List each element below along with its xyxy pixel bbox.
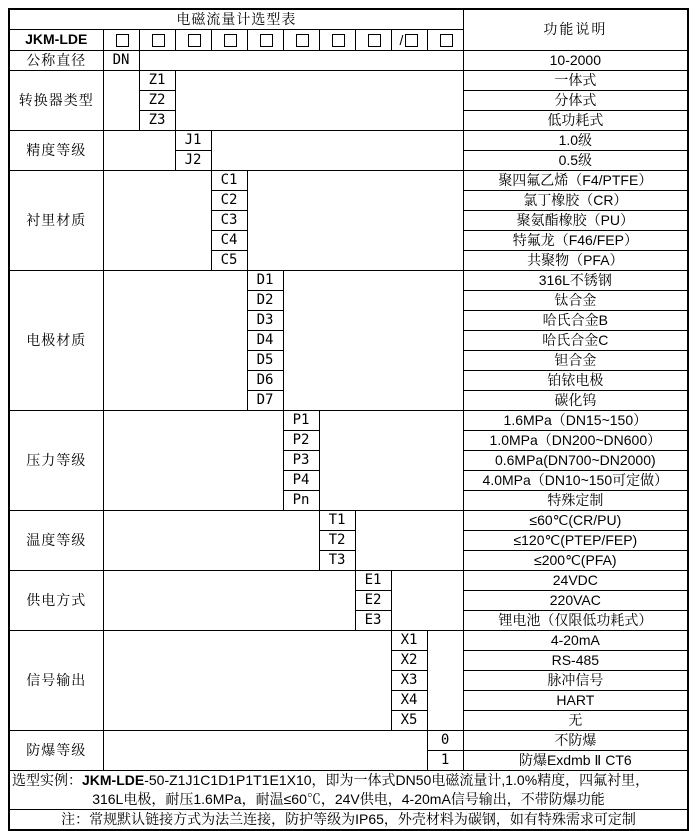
example-text-1: -50-Z1J1C1D1P1T1E1X10，即为一体式DN50电磁流量计,1.0%精度，四氟衬里， bbox=[144, 771, 650, 788]
description-cell: 不防爆 bbox=[463, 730, 688, 750]
code-cell: T1 bbox=[319, 510, 355, 530]
model-code-slot-liner-material[interactable] bbox=[211, 30, 247, 51]
option-row bbox=[9, 130, 688, 150]
code-cell: J2 bbox=[175, 150, 211, 170]
code-cell: T3 bbox=[319, 550, 355, 570]
spacer-cell bbox=[319, 410, 463, 510]
code-cell: X2 bbox=[391, 650, 427, 670]
checkbox-icon[interactable] bbox=[332, 34, 345, 47]
code-cell: D3 bbox=[247, 310, 283, 330]
description-cell: 220VAC bbox=[463, 590, 688, 610]
description-cell: 钛合金 bbox=[463, 290, 688, 310]
code-cell: C1 bbox=[211, 170, 247, 190]
description-cell: 一体式 bbox=[463, 70, 688, 90]
spacer-cell bbox=[103, 70, 139, 130]
function-description-header: 功能说明 bbox=[463, 9, 688, 50]
checkbox-icon[interactable] bbox=[368, 34, 381, 47]
option-row bbox=[9, 270, 688, 290]
spacer-cell bbox=[139, 50, 463, 70]
category-liner-material: 衬里材质 bbox=[9, 170, 103, 270]
description-cell: 316L不锈钢 bbox=[463, 270, 688, 290]
checkbox-icon[interactable] bbox=[440, 34, 453, 47]
description-cell: 碳化钨 bbox=[463, 390, 688, 410]
option-row bbox=[9, 170, 688, 190]
code-cell: J1 bbox=[175, 130, 211, 150]
checkbox-icon[interactable] bbox=[224, 34, 237, 47]
code-cell: C2 bbox=[211, 190, 247, 210]
code-cell: X4 bbox=[391, 690, 427, 710]
model-code-slot-pressure-rating[interactable] bbox=[283, 30, 319, 51]
description-cell: 分体式 bbox=[463, 90, 688, 110]
code-cell: X3 bbox=[391, 670, 427, 690]
spacer-cell bbox=[103, 130, 175, 170]
checkbox-icon[interactable] bbox=[296, 34, 309, 47]
description-cell: 1.6MPa（DN15~150） bbox=[463, 410, 688, 430]
model-code-slot-temperature-rating[interactable] bbox=[319, 30, 355, 51]
spacer-cell bbox=[391, 570, 463, 630]
code-cell: X5 bbox=[391, 710, 427, 730]
model-code-slot-converter-type[interactable] bbox=[139, 30, 175, 51]
code-cell: Pn bbox=[283, 490, 319, 510]
checkbox-icon[interactable] bbox=[152, 34, 165, 47]
spacer-cell bbox=[103, 730, 427, 770]
table-title: 电磁流量计选型表 bbox=[9, 9, 463, 30]
description-cell: ≤200℃(PFA) bbox=[463, 550, 688, 570]
description-cell: 4.0MPa（DN10~150可定做） bbox=[463, 470, 688, 490]
model-code-slot-signal-output[interactable] bbox=[391, 30, 427, 51]
example-label: 选型实例： bbox=[12, 771, 82, 788]
description-cell: ≤60℃(CR/PU) bbox=[463, 510, 688, 530]
spacer-cell bbox=[247, 170, 463, 270]
description-cell: 0.6MPa(DN700~DN2000) bbox=[463, 450, 688, 470]
description-cell: 4-20mA bbox=[463, 630, 688, 650]
model-code-slot-accuracy-class[interactable] bbox=[175, 30, 211, 51]
spacer-cell bbox=[211, 130, 463, 170]
code-cell: P1 bbox=[283, 410, 319, 430]
category-converter-type: 转换器类型 bbox=[9, 70, 103, 130]
code-cell: D1 bbox=[247, 270, 283, 290]
spacer-cell bbox=[103, 630, 391, 730]
description-cell: 低功耗式 bbox=[463, 110, 688, 130]
checkbox-icon[interactable] bbox=[405, 34, 418, 47]
option-row bbox=[9, 630, 688, 650]
model-code-slot-nominal-diameter[interactable] bbox=[103, 30, 139, 51]
description-cell: 无 bbox=[463, 710, 688, 730]
description-cell: 防爆Exdmb Ⅱ CT6 bbox=[463, 750, 688, 770]
example-model-code: JKM-LDE bbox=[82, 771, 145, 788]
spacer-cell bbox=[103, 570, 355, 630]
model-code-slot-electrode-material[interactable] bbox=[247, 30, 283, 51]
category-explosion-proof: 防爆等级 bbox=[9, 730, 103, 770]
code-cell: D6 bbox=[247, 370, 283, 390]
code-cell: P3 bbox=[283, 450, 319, 470]
code-cell: DN bbox=[103, 50, 139, 70]
model-code-slot-explosion-proof[interactable] bbox=[427, 30, 463, 51]
code-cell: X1 bbox=[391, 630, 427, 650]
description-cell: 聚四氟乙烯（F4/PTFE） bbox=[463, 170, 688, 190]
option-row bbox=[9, 570, 688, 590]
description-cell: HART bbox=[463, 690, 688, 710]
model-prefix: JKM-LDE bbox=[9, 30, 103, 51]
description-cell: 铂铱电极 bbox=[463, 370, 688, 390]
code-cell: Z2 bbox=[139, 90, 175, 110]
option-row bbox=[9, 730, 688, 750]
code-cell: D5 bbox=[247, 350, 283, 370]
slash-separator: / bbox=[399, 31, 404, 48]
code-cell: P4 bbox=[283, 470, 319, 490]
spacer-cell bbox=[283, 270, 463, 410]
model-code-slot-power-supply[interactable] bbox=[355, 30, 391, 51]
example-line-2: 316L电极，耐压1.6MPa，耐温≤60℃，24V供电，4-20mA信号输出，不带防爆功能 bbox=[92, 790, 605, 807]
code-cell: Z1 bbox=[139, 70, 175, 90]
code-cell: 1 bbox=[427, 750, 463, 770]
description-cell: 1.0MPa（DN200~DN600） bbox=[463, 430, 688, 450]
note-text: 注：常规默认链接方式为法兰连接，防护等级为IP65，外壳材料为碳钢，如有特殊需求可定制 bbox=[9, 809, 688, 830]
description-cell: 1.0级 bbox=[463, 130, 688, 150]
option-row bbox=[9, 410, 688, 430]
code-cell: C5 bbox=[211, 250, 247, 270]
description-cell: 哈氏合金B bbox=[463, 310, 688, 330]
checkbox-icon[interactable] bbox=[260, 34, 273, 47]
category-temperature-rating: 温度等级 bbox=[9, 510, 103, 570]
code-cell: E2 bbox=[355, 590, 391, 610]
option-row bbox=[9, 70, 688, 90]
description-cell: 钽合金 bbox=[463, 350, 688, 370]
description-cell: 10-2000 bbox=[463, 50, 688, 70]
code-cell: E3 bbox=[355, 610, 391, 630]
checkbox-icon[interactable] bbox=[116, 34, 129, 47]
category-power-supply: 供电方式 bbox=[9, 570, 103, 630]
code-cell: C4 bbox=[211, 230, 247, 250]
selection-table bbox=[8, 8, 689, 831]
code-cell: D4 bbox=[247, 330, 283, 350]
code-cell: D2 bbox=[247, 290, 283, 310]
category-electrode-material: 电极材质 bbox=[9, 270, 103, 410]
description-cell: 0.5级 bbox=[463, 150, 688, 170]
category-nominal-diameter: 公称直径 bbox=[9, 50, 103, 70]
category-signal-output: 信号输出 bbox=[9, 630, 103, 730]
spacer-cell bbox=[355, 510, 463, 570]
description-cell: 特氟龙（F46/FEP） bbox=[463, 230, 688, 250]
description-cell: ≤120℃(PTEP/FEP) bbox=[463, 530, 688, 550]
description-cell: 氯丁橡胶（CR） bbox=[463, 190, 688, 210]
code-cell: D7 bbox=[247, 390, 283, 410]
spacer-cell bbox=[103, 510, 319, 570]
selection-example bbox=[9, 770, 688, 809]
option-row bbox=[9, 50, 688, 70]
spacer-cell bbox=[103, 410, 283, 510]
example-line-1 bbox=[10, 771, 687, 790]
code-cell: C3 bbox=[211, 210, 247, 230]
spacer-cell bbox=[427, 630, 463, 730]
checkbox-icon[interactable] bbox=[188, 34, 201, 47]
category-accuracy-class: 精度等级 bbox=[9, 130, 103, 170]
description-cell: 哈氏合金C bbox=[463, 330, 688, 350]
description-cell: 特殊定制 bbox=[463, 490, 688, 510]
description-cell: 共聚物（PFA） bbox=[463, 250, 688, 270]
spacer-cell bbox=[103, 270, 247, 410]
spacer-cell bbox=[103, 170, 211, 270]
code-cell: E1 bbox=[355, 570, 391, 590]
description-cell: 锂电池（仅限低功耗式） bbox=[463, 610, 688, 630]
spacer-cell bbox=[175, 70, 463, 130]
option-row bbox=[9, 510, 688, 530]
category-pressure-rating: 压力等级 bbox=[9, 410, 103, 510]
code-cell: T2 bbox=[319, 530, 355, 550]
code-cell: 0 bbox=[427, 730, 463, 750]
description-cell: 24VDC bbox=[463, 570, 688, 590]
description-cell: 脉冲信号 bbox=[463, 670, 688, 690]
code-cell: Z3 bbox=[139, 110, 175, 130]
description-cell: 聚氨酯橡胶（PU） bbox=[463, 210, 688, 230]
description-cell: RS-485 bbox=[463, 650, 688, 670]
code-cell: P2 bbox=[283, 430, 319, 450]
